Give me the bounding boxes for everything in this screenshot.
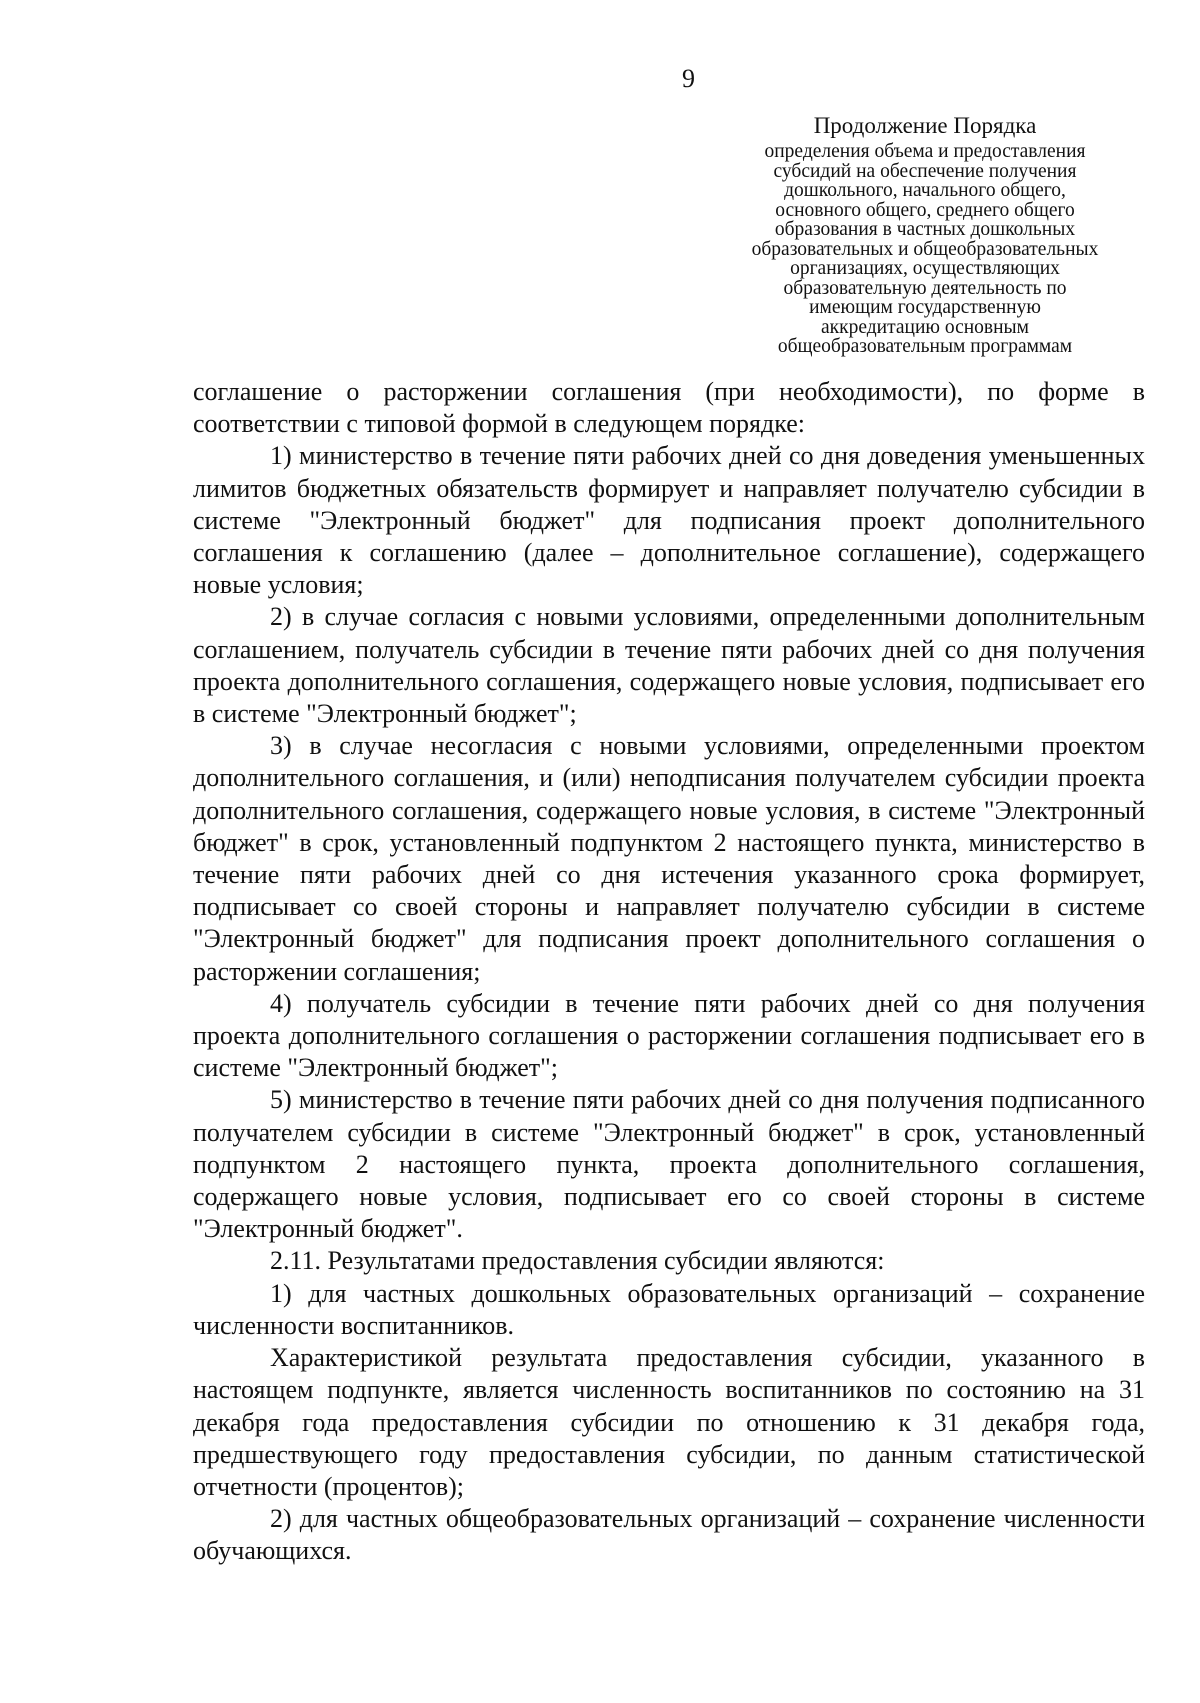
header-line: организациях, осуществляющих	[790, 258, 1060, 279]
header-line: дошкольного, начального общего,	[784, 180, 1066, 201]
header-line: субсидий на обеспечение получения	[773, 160, 1077, 182]
paragraph: 1) министерство в течение пяти рабочих дней со дня доведения уменьшенных лимитов бюджетных обязательств формирует и направляет получателю субсидии в системе "Электронный бюджет" для подписания проект дополнительного соглашения к соглашению (далее – дополнительное соглашение), содержащего новые условия;	[193, 441, 1145, 600]
header-line: основного общего, среднего общего	[775, 199, 1075, 221]
paragraph: 2.11. Результатами предоставления субсидии являются:	[270, 1246, 885, 1276]
paragraph: 2) в случае согласия с новыми условиями, определенными дополнительным соглашением, получатель субсидии в течение пяти рабочих дней со дня получения проекта дополнительного соглашения, содержащего новые условия, подписывает его в системе "Электронный бюджет";	[193, 602, 1145, 729]
header-line: определения объема и предоставления	[764, 141, 1086, 162]
paragraph: Характеристикой результата предоставления субсидии, указанного в настоящем подпункте, является численность воспитанников по состоянию на 31 декабря года предоставления субсидии по отношению к 31 декабря года, предшествующего году предоставления субсидии, по данным статистической отчетности (процентов);	[193, 1343, 1145, 1501]
page-number: 9	[682, 64, 695, 93]
paragraph: 4) получатель субсидии в течение пяти рабочих дней со дня получения проекта дополнительного соглашения о расторжении соглашения подписывает его в системе "Электронный бюджет";	[193, 988, 1145, 1083]
header-line: образовательную деятельность по	[783, 277, 1067, 299]
paragraph: 2) для частных общеобразовательных организаций – сохранение численности обучающихся.	[193, 1504, 1145, 1566]
paragraph: 1) для частных дошкольных образовательных организаций – сохранение численности воспитанников.	[193, 1278, 1145, 1340]
header-line: общеобразовательным программам	[777, 336, 1073, 357]
header-line: образовательных и общеобразовательных	[751, 238, 1099, 260]
header-line: образования в частных дошкольных	[774, 219, 1076, 240]
header-title: Продолжение Порядка	[813, 113, 1037, 138]
header-line: имеющим государственную	[809, 297, 1041, 318]
document-header	[700, 112, 1150, 357]
paragraph: 5) министерство в течение пяти рабочих дней со дня получения подписанного получателем субсидии в системе "Электронный бюджет" в срок, установленный подпунктом 2 настоящего пункта, проекта дополнительного соглашения, содержащего новые условия, подписывает его со своей стороны в системе "Электронный бюджет".	[193, 1085, 1145, 1244]
header-line: аккредитацию основным	[821, 316, 1029, 338]
paragraph: соглашение о расторжении соглашения (при необходимости), по форме в соответствии с типовой формой в следующем порядке:	[193, 377, 1145, 439]
paragraph: 3) в случае несогласия с новыми условиями, определенными проектом дополнительного соглашения, и (или) неподписания получателем субсидии проекта дополнительного соглашения, содержащего новые условия, в системе "Электронный бюджет" в срок, установленный подпунктом 2 настоящего пункта, министерство в течение пяти рабочих дней со дня истечения указанного срока формирует, подписывает со своей стороны и направляет получателю субсидии в системе "Электронный бюджет" для подписания проект дополнительного соглашения о расторжении соглашения;	[193, 731, 1145, 986]
document-body	[193, 376, 1145, 1568]
